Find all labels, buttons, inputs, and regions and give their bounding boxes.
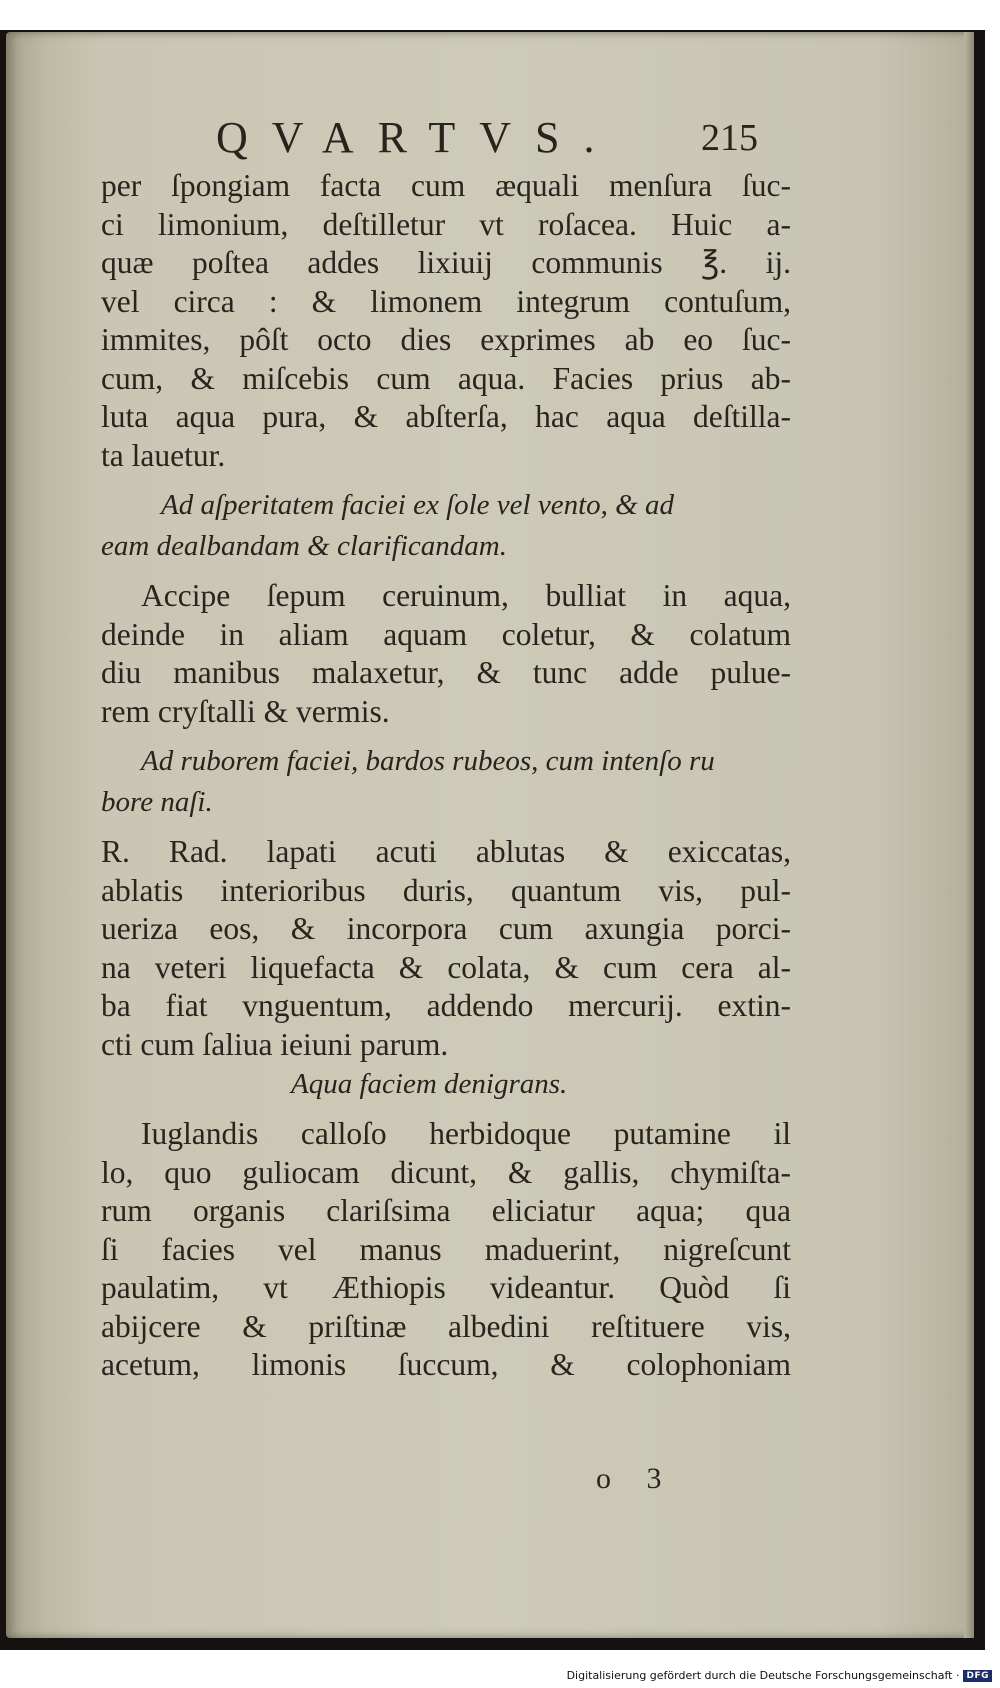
heading-line: Ad aſperitatem faciei ex ſole vel vento, & ad: [161, 489, 674, 521]
heading-line: bore naſi.: [101, 786, 213, 818]
running-head: QVARTVS.: [216, 113, 619, 162]
text-line: cti cum ſaliua ieiuni parum.: [101, 1026, 449, 1062]
page-text: [101, 167, 791, 1385]
paragraph-3: [101, 833, 791, 1064]
scan-background: [0, 30, 985, 1650]
text-line: luta aqua pura, & abſterſa, hac aqua deſtilla-: [101, 399, 791, 434]
heading-line: Ad ruborem faciei, bardos rubeos, cum intenſo ru: [141, 745, 715, 777]
paragraph-1: [101, 167, 791, 475]
text-line: quæ poſtea addes lixiuij communis ℥. ij.: [101, 245, 791, 280]
text-line: vel circa : & limonem integrum contuſum,: [101, 283, 791, 319]
text-line: Accipe ſepum ceruinum, bulliat in aqua,: [141, 578, 791, 613]
text-line: ueriza eos, & incorpora cum axungia porci-: [101, 911, 791, 946]
heading-line: eam dealbandam & clarificandam.: [101, 530, 507, 562]
credit-text: Digitalisierung gefördert durch die Deutsche Forschungsgemeinschaft ·: [566, 1669, 960, 1682]
text-line: deinde in aliam aquam coletur, & colatum: [101, 616, 791, 652]
paragraph-2: [101, 577, 791, 731]
text-line: R. Rad. lapati acuti ablutas & exiccatas,: [101, 834, 791, 869]
text-line: Iuglandis calloſo herbidoque putamine il: [141, 1116, 791, 1151]
text-line: lo, quo guliocam dicunt, & gallis, chymiſta-: [101, 1154, 791, 1190]
text-line: per ſpongiam facta cum æquali menſura ſuc-: [101, 168, 791, 203]
text-line: rum organis clariſsima eliciatur aqua; qua: [101, 1193, 791, 1228]
book-page: [6, 32, 974, 1638]
section-heading-2: [101, 741, 791, 823]
text-line: ci limonium, deſtilletur vt roſacea. Huic a-: [101, 206, 791, 242]
text-line: diu manibus malaxetur, & tunc adde pulue-: [101, 655, 791, 690]
signature-mark: o 3: [596, 1462, 676, 1495]
section-heading-1: [101, 485, 791, 567]
text-line: ta lauetur.: [101, 437, 226, 473]
heading-line: Aqua faciem denigrans.: [291, 1068, 568, 1100]
text-line: paulatim, vt Æthiopis videantur. Quòd ſi: [101, 1270, 791, 1305]
text-line: immites, pôſt octo dies exprimes ab eo ſuc-: [101, 322, 791, 357]
text-line: abijcere & priſtinæ albedini reſtituere vis,: [101, 1308, 791, 1344]
text-line: rem cryſtalli & vermis.: [101, 693, 390, 729]
text-line: cum, & miſcebis cum aqua. Facies prius ab-: [101, 360, 791, 396]
section-heading-3: [101, 1064, 791, 1105]
dfg-logo: DFG: [963, 1670, 992, 1682]
paragraph-4: [101, 1115, 791, 1385]
text-line: acetum, limonis ſuccum, & colophoniam: [101, 1347, 791, 1382]
digitization-credit: [567, 1669, 992, 1682]
text-line: ſi facies vel manus maduerint, nigreſcunt: [101, 1231, 791, 1267]
page-edge: [964, 32, 974, 1638]
text-line: ablatis interioribus duris, quantum vis, pul-: [101, 872, 791, 908]
text-line: na veteri liquefacta & colata, & cum cera al-: [101, 949, 791, 985]
page-number: 215: [701, 117, 758, 159]
text-line: ba fiat vnguentum, addendo mercurij. extin-: [101, 988, 791, 1023]
